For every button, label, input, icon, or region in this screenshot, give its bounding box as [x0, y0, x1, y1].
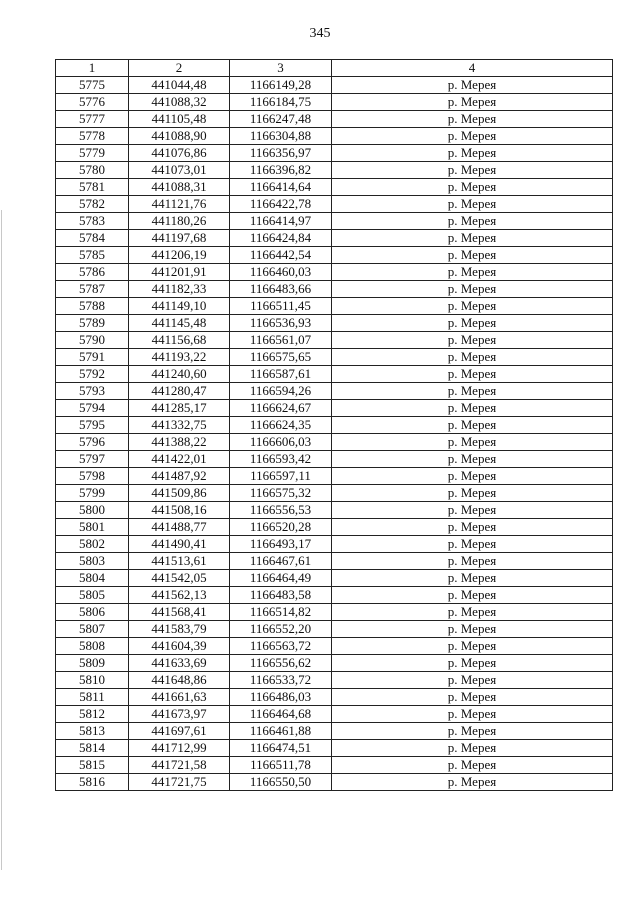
point-number-cell: 5794 — [56, 400, 129, 417]
table-row — [56, 281, 613, 298]
x-coordinate-cell: 441182,33 — [129, 281, 230, 298]
y-coordinate-cell: 1166556,62 — [230, 655, 332, 672]
x-coordinate-cell: 441073,01 — [129, 162, 230, 179]
description-cell: р. Мерея — [332, 264, 613, 281]
point-number-cell: 5786 — [56, 264, 129, 281]
y-coordinate-cell: 1166184,75 — [230, 94, 332, 111]
table-row — [56, 196, 613, 213]
x-coordinate-cell: 441490,41 — [129, 536, 230, 553]
table-row — [56, 400, 613, 417]
y-coordinate-cell: 1166486,03 — [230, 689, 332, 706]
table-row — [56, 298, 613, 315]
table-row — [56, 757, 613, 774]
table-row — [56, 230, 613, 247]
description-cell: р. Мерея — [332, 128, 613, 145]
point-number-cell: 5806 — [56, 604, 129, 621]
x-coordinate-cell: 441604,39 — [129, 638, 230, 655]
y-coordinate-cell: 1166356,97 — [230, 145, 332, 162]
y-coordinate-cell: 1166442,54 — [230, 247, 332, 264]
x-coordinate-cell: 441197,68 — [129, 230, 230, 247]
coordinates-table — [55, 59, 613, 791]
x-coordinate-cell: 441542,05 — [129, 570, 230, 587]
point-number-cell: 5799 — [56, 485, 129, 502]
y-coordinate-cell: 1166464,49 — [230, 570, 332, 587]
x-coordinate-cell: 441285,17 — [129, 400, 230, 417]
description-cell: р. Мерея — [332, 570, 613, 587]
table-row — [56, 536, 613, 553]
x-coordinate-cell: 441697,61 — [129, 723, 230, 740]
y-coordinate-cell: 1166464,68 — [230, 706, 332, 723]
table-row — [56, 145, 613, 162]
table-row — [56, 621, 613, 638]
y-coordinate-cell: 1166304,88 — [230, 128, 332, 145]
table-row — [56, 128, 613, 145]
y-coordinate-cell: 1166247,48 — [230, 111, 332, 128]
y-coordinate-cell: 1166460,03 — [230, 264, 332, 281]
y-coordinate-cell: 1166511,78 — [230, 757, 332, 774]
table-row — [56, 689, 613, 706]
header-cell-x-coordinate: 2 — [129, 60, 230, 77]
description-cell: р. Мерея — [332, 519, 613, 536]
page-number: 345 — [309, 26, 331, 41]
description-cell: р. Мерея — [332, 451, 613, 468]
description-cell: р. Мерея — [332, 179, 613, 196]
x-coordinate-cell: 441633,69 — [129, 655, 230, 672]
description-cell: р. Мерея — [332, 332, 613, 349]
table-row — [56, 672, 613, 689]
x-coordinate-cell: 441206,19 — [129, 247, 230, 264]
x-coordinate-cell: 441721,58 — [129, 757, 230, 774]
description-cell: р. Мерея — [332, 111, 613, 128]
x-coordinate-cell: 441088,90 — [129, 128, 230, 145]
description-cell: р. Мерея — [332, 774, 613, 791]
table-row — [56, 94, 613, 111]
y-coordinate-cell: 1166424,84 — [230, 230, 332, 247]
x-coordinate-cell: 441509,86 — [129, 485, 230, 502]
y-coordinate-cell: 1166624,35 — [230, 417, 332, 434]
y-coordinate-cell: 1166483,66 — [230, 281, 332, 298]
point-number-cell: 5785 — [56, 247, 129, 264]
table-row — [56, 451, 613, 468]
table-row — [56, 332, 613, 349]
description-cell: р. Мерея — [332, 485, 613, 502]
y-coordinate-cell: 1166550,50 — [230, 774, 332, 791]
description-cell: р. Мерея — [332, 94, 613, 111]
point-number-cell: 5791 — [56, 349, 129, 366]
y-coordinate-cell: 1166514,82 — [230, 604, 332, 621]
description-cell: р. Мерея — [332, 77, 613, 94]
table-row — [56, 349, 613, 366]
point-number-cell: 5776 — [56, 94, 129, 111]
table-row — [56, 77, 613, 94]
y-coordinate-cell: 1166533,72 — [230, 672, 332, 689]
point-number-cell: 5788 — [56, 298, 129, 315]
x-coordinate-cell: 441422,01 — [129, 451, 230, 468]
description-cell: р. Мерея — [332, 723, 613, 740]
description-cell: р. Мерея — [332, 400, 613, 417]
table-row — [56, 264, 613, 281]
y-coordinate-cell: 1166593,42 — [230, 451, 332, 468]
header-cell-point-number: 1 — [56, 60, 129, 77]
description-cell: р. Мерея — [332, 502, 613, 519]
table-row — [56, 366, 613, 383]
table-row — [56, 570, 613, 587]
point-number-cell: 5789 — [56, 315, 129, 332]
description-cell: р. Мерея — [332, 536, 613, 553]
point-number-cell: 5792 — [56, 366, 129, 383]
table-row — [56, 519, 613, 536]
table-row — [56, 247, 613, 264]
x-coordinate-cell: 441121,76 — [129, 196, 230, 213]
table-row — [56, 723, 613, 740]
y-coordinate-cell: 1166556,53 — [230, 502, 332, 519]
point-number-cell: 5815 — [56, 757, 129, 774]
description-cell: р. Мерея — [332, 655, 613, 672]
table-row — [56, 434, 613, 451]
description-cell: р. Мерея — [332, 672, 613, 689]
description-cell: р. Мерея — [332, 604, 613, 621]
point-number-cell: 5813 — [56, 723, 129, 740]
y-coordinate-cell: 1166483,58 — [230, 587, 332, 604]
x-coordinate-cell: 441105,48 — [129, 111, 230, 128]
y-coordinate-cell: 1166396,82 — [230, 162, 332, 179]
description-cell: р. Мерея — [332, 383, 613, 400]
point-number-cell: 5787 — [56, 281, 129, 298]
point-number-cell: 5809 — [56, 655, 129, 672]
point-number-cell: 5784 — [56, 230, 129, 247]
description-cell: р. Мерея — [332, 417, 613, 434]
y-coordinate-cell: 1166422,78 — [230, 196, 332, 213]
table-row — [56, 553, 613, 570]
table-row — [56, 774, 613, 791]
point-number-cell: 5790 — [56, 332, 129, 349]
description-cell: р. Мерея — [332, 689, 613, 706]
point-number-cell: 5798 — [56, 468, 129, 485]
table-row — [56, 417, 613, 434]
y-coordinate-cell: 1166414,64 — [230, 179, 332, 196]
point-number-cell: 5795 — [56, 417, 129, 434]
y-coordinate-cell: 1166594,26 — [230, 383, 332, 400]
x-coordinate-cell: 441661,63 — [129, 689, 230, 706]
point-number-cell: 5810 — [56, 672, 129, 689]
table-row — [56, 587, 613, 604]
y-coordinate-cell: 1166587,61 — [230, 366, 332, 383]
point-number-cell: 5801 — [56, 519, 129, 536]
x-coordinate-cell: 441088,32 — [129, 94, 230, 111]
x-coordinate-cell: 441145,48 — [129, 315, 230, 332]
scan-edge-line — [1, 210, 2, 870]
description-cell: р. Мерея — [332, 587, 613, 604]
description-cell: р. Мерея — [332, 230, 613, 247]
y-coordinate-cell: 1166511,45 — [230, 298, 332, 315]
y-coordinate-cell: 1166561,07 — [230, 332, 332, 349]
y-coordinate-cell: 1166467,61 — [230, 553, 332, 570]
x-coordinate-cell: 441648,86 — [129, 672, 230, 689]
table-row — [56, 655, 613, 672]
table-row — [56, 740, 613, 757]
point-number-cell: 5793 — [56, 383, 129, 400]
table-header-row — [56, 60, 613, 77]
x-coordinate-cell: 441332,75 — [129, 417, 230, 434]
point-number-cell: 5814 — [56, 740, 129, 757]
y-coordinate-cell: 1166520,28 — [230, 519, 332, 536]
description-cell: р. Мерея — [332, 298, 613, 315]
y-coordinate-cell: 1166575,32 — [230, 485, 332, 502]
point-number-cell: 5775 — [56, 77, 129, 94]
y-coordinate-cell: 1166474,51 — [230, 740, 332, 757]
description-cell: р. Мерея — [332, 757, 613, 774]
description-cell: р. Мерея — [332, 366, 613, 383]
table-row — [56, 706, 613, 723]
y-coordinate-cell: 1166606,03 — [230, 434, 332, 451]
x-coordinate-cell: 441280,47 — [129, 383, 230, 400]
y-coordinate-cell: 1166493,17 — [230, 536, 332, 553]
table-row — [56, 315, 613, 332]
point-number-cell: 5808 — [56, 638, 129, 655]
point-number-cell: 5811 — [56, 689, 129, 706]
x-coordinate-cell: 441149,10 — [129, 298, 230, 315]
x-coordinate-cell: 441673,97 — [129, 706, 230, 723]
x-coordinate-cell: 441088,31 — [129, 179, 230, 196]
description-cell: р. Мерея — [332, 145, 613, 162]
description-cell: р. Мерея — [332, 349, 613, 366]
description-cell: р. Мерея — [332, 468, 613, 485]
point-number-cell: 5803 — [56, 553, 129, 570]
description-cell: р. Мерея — [332, 281, 613, 298]
x-coordinate-cell: 441044,48 — [129, 77, 230, 94]
y-coordinate-cell: 1166552,20 — [230, 621, 332, 638]
point-number-cell: 5804 — [56, 570, 129, 587]
y-coordinate-cell: 1166414,97 — [230, 213, 332, 230]
point-number-cell: 5782 — [56, 196, 129, 213]
x-coordinate-cell: 441712,99 — [129, 740, 230, 757]
x-coordinate-cell: 441156,68 — [129, 332, 230, 349]
x-coordinate-cell: 441201,91 — [129, 264, 230, 281]
x-coordinate-cell: 441240,60 — [129, 366, 230, 383]
table-row — [56, 383, 613, 400]
table-row — [56, 638, 613, 655]
description-cell: р. Мерея — [332, 621, 613, 638]
x-coordinate-cell: 441562,13 — [129, 587, 230, 604]
table-row — [56, 179, 613, 196]
point-number-cell: 5779 — [56, 145, 129, 162]
description-cell: р. Мерея — [332, 315, 613, 332]
y-coordinate-cell: 1166536,93 — [230, 315, 332, 332]
table-row — [56, 485, 613, 502]
x-coordinate-cell: 441180,26 — [129, 213, 230, 230]
x-coordinate-cell: 441388,22 — [129, 434, 230, 451]
description-cell: р. Мерея — [332, 213, 613, 230]
point-number-cell: 5778 — [56, 128, 129, 145]
point-number-cell: 5802 — [56, 536, 129, 553]
point-number-cell: 5807 — [56, 621, 129, 638]
point-number-cell: 5816 — [56, 774, 129, 791]
table-row — [56, 502, 613, 519]
x-coordinate-cell: 441193,22 — [129, 349, 230, 366]
x-coordinate-cell: 441721,75 — [129, 774, 230, 791]
table-body — [56, 77, 613, 791]
description-cell: р. Мерея — [332, 553, 613, 570]
x-coordinate-cell: 441487,92 — [129, 468, 230, 485]
point-number-cell: 5805 — [56, 587, 129, 604]
point-number-cell: 5783 — [56, 213, 129, 230]
table-row — [56, 111, 613, 128]
description-cell: р. Мерея — [332, 434, 613, 451]
y-coordinate-cell: 1166149,28 — [230, 77, 332, 94]
y-coordinate-cell: 1166563,72 — [230, 638, 332, 655]
table-row — [56, 604, 613, 621]
x-coordinate-cell: 441076,86 — [129, 145, 230, 162]
x-coordinate-cell: 441513,61 — [129, 553, 230, 570]
x-coordinate-cell: 441583,79 — [129, 621, 230, 638]
header-cell-description: 4 — [332, 60, 613, 77]
table-row — [56, 213, 613, 230]
description-cell: р. Мерея — [332, 247, 613, 264]
point-number-cell: 5812 — [56, 706, 129, 723]
description-cell: р. Мерея — [332, 706, 613, 723]
point-number-cell: 5800 — [56, 502, 129, 519]
y-coordinate-cell: 1166461,88 — [230, 723, 332, 740]
point-number-cell: 5781 — [56, 179, 129, 196]
x-coordinate-cell: 441508,16 — [129, 502, 230, 519]
x-coordinate-cell: 441568,41 — [129, 604, 230, 621]
header-cell-y-coordinate: 3 — [230, 60, 332, 77]
description-cell: р. Мерея — [332, 162, 613, 179]
description-cell: р. Мерея — [332, 196, 613, 213]
x-coordinate-cell: 441488,77 — [129, 519, 230, 536]
point-number-cell: 5777 — [56, 111, 129, 128]
y-coordinate-cell: 1166624,67 — [230, 400, 332, 417]
description-cell: р. Мерея — [332, 638, 613, 655]
table-row — [56, 162, 613, 179]
description-cell: р. Мерея — [332, 740, 613, 757]
point-number-cell: 5780 — [56, 162, 129, 179]
point-number-cell: 5797 — [56, 451, 129, 468]
y-coordinate-cell: 1166597,11 — [230, 468, 332, 485]
point-number-cell: 5796 — [56, 434, 129, 451]
y-coordinate-cell: 1166575,65 — [230, 349, 332, 366]
table-row — [56, 468, 613, 485]
